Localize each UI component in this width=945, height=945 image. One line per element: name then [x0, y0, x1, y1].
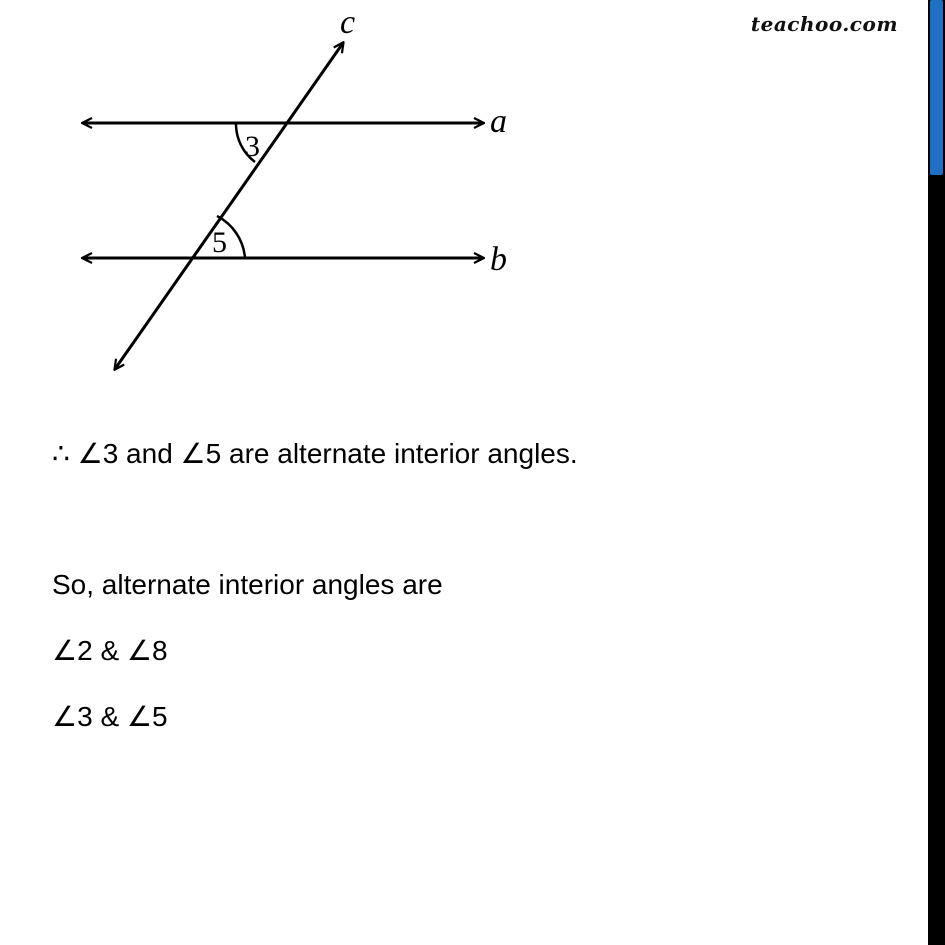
label-a: a — [490, 103, 507, 140]
angle-pair-2: ∠3 & ∠5 — [52, 701, 168, 732]
scrollbar-thumb[interactable] — [930, 0, 943, 175]
angle-3-label: 3 — [245, 130, 260, 163]
label-c: c — [340, 4, 356, 41]
summary-heading: So, alternate interior angles are — [52, 569, 443, 600]
diagram-svg — [60, 0, 560, 390]
brand-logo-text: teachoo.com — [750, 12, 898, 36]
vertical-scrollbar[interactable] — [928, 0, 945, 945]
label-b: b — [490, 241, 507, 278]
conclusion-text: ∴ ∠3 and ∠5 are alternate interior angles. — [52, 438, 578, 469]
parallel-lines-diagram — [60, 0, 560, 390]
angle-pair-1: ∠2 & ∠8 — [52, 635, 168, 666]
transversal-c — [115, 43, 343, 369]
angle-5-label: 5 — [212, 226, 227, 259]
